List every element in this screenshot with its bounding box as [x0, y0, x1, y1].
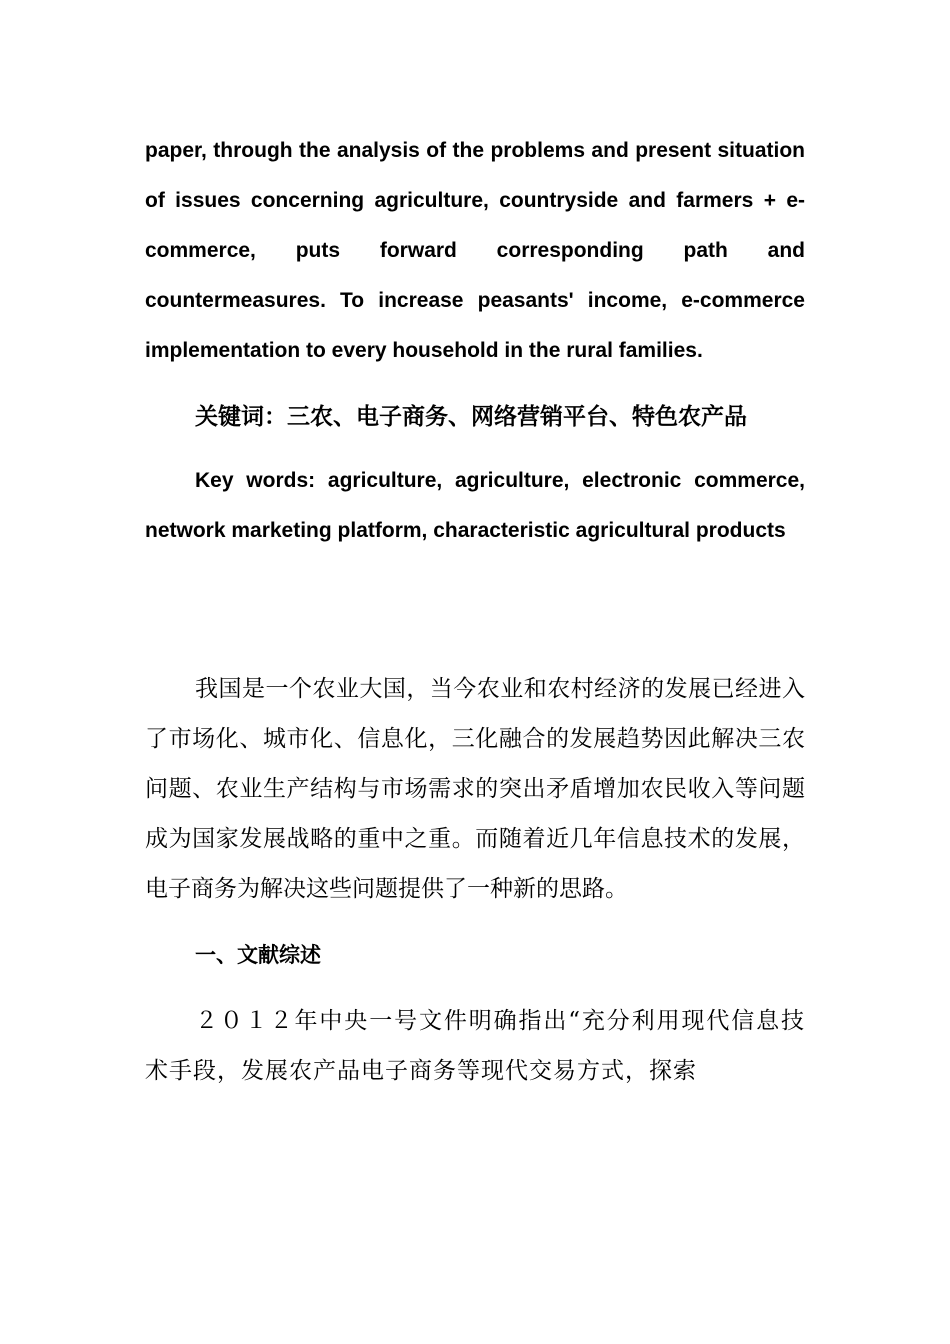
keywords-english: Key words: agriculture, agriculture, electronic commerce, network marketing platform, characteristic agricultural products [145, 469, 805, 542]
abstract-english-tail: paper, through the analysis of the problems and present situation of issues concerning agriculture, countryside and farmers + e-commerce, puts forward corresponding path and countermeasures. To increase peasants' income, e-commerce implementation to every household in the rural families. [145, 139, 805, 362]
document-page [145, 126, 805, 1096]
intro-paragraph: 我国是一个农业大国，当今农业和农村经济的发展已经进入了市场化、城市化、信息化，三化融合的发展趋势因此解决三农问题、农业生产结构与市场需求的突出矛盾增加农民收入等问题成为国家发展战略的重中之重。而随着近几年信息技术的发展，电子商务为解决这些问题提供了一种新的思路。 [145, 676, 805, 902]
section-heading-literature-review: 一、文献综述 [195, 943, 321, 967]
section-paragraph: ２０１２年中央一号文件明确指出“充分利用现代信息技术手段，发展农产品电子商务等现代交易方式，探索 [145, 1008, 805, 1084]
keywords-chinese: 关键词：三农、电子商务、网络营销平台、特色农产品 [195, 404, 747, 430]
